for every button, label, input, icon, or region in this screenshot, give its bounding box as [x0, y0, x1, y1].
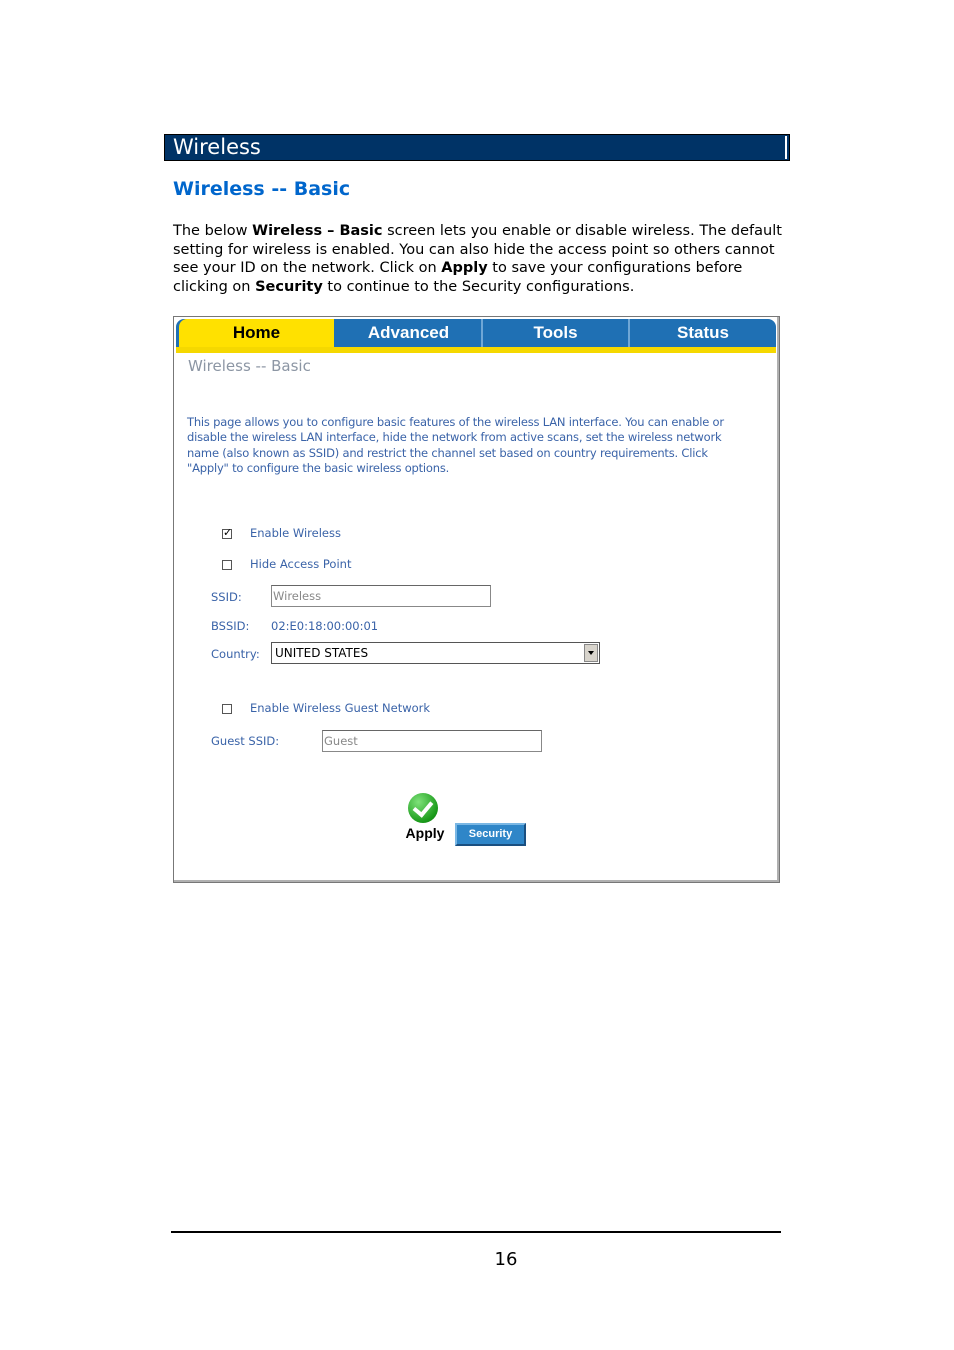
country-select[interactable] [271, 642, 600, 664]
router-page-title: Wireless -- Basic [188, 357, 311, 375]
footer-divider [171, 1231, 781, 1233]
intro-bold-2: Apply [441, 260, 488, 277]
section-title: Wireless [173, 135, 261, 159]
page-number: 16 [494, 1249, 518, 1270]
intro-text-4: to continue to the Security configurations. [322, 279, 635, 296]
tab-underline [176, 347, 776, 353]
guest-network-label: Enable Wireless Guest Network [250, 701, 431, 715]
intro-paragraph [173, 222, 783, 297]
tab-advanced[interactable]: Advanced [336, 319, 483, 347]
guest-ssid-label: Guest SSID: [211, 734, 280, 748]
section-header [164, 134, 790, 161]
intro-text-2: screen lets you enable or disable wireless. The default setting for wireless is enabled. You can also hide the access point so others cannot see your ID on the network. Click on [173, 223, 782, 277]
enable-wireless-label: Enable Wireless [250, 526, 341, 540]
router-screenshot [173, 316, 780, 883]
bssid-label: BSSID: [211, 619, 250, 633]
country-select-value: UNITED STATES [275, 646, 369, 660]
subsection-heading: Wireless -- Basic [173, 178, 351, 200]
intro-bold-1: Wireless – Basic [252, 223, 383, 239]
section-bar-edge [785, 136, 787, 159]
router-page-description: This page allows you to configure basic features of the wireless LAN interface. You can enable or disable the wireless LAN interface, hide the network from active scans, set the wireless network name (also known as SSID) and restrict the channel set based on country requirements. Click "Apply" to configure the basic wireless options. [187, 415, 724, 476]
guest-network-checkbox[interactable] [222, 704, 232, 714]
apply-button[interactable] [404, 793, 446, 845]
ssid-label: SSID: [211, 590, 242, 604]
ssid-input[interactable]: Wireless [271, 585, 491, 607]
enable-wireless-checkbox[interactable] [222, 526, 233, 539]
guest-ssid-input[interactable]: Guest [322, 730, 542, 752]
apply-label: Apply [405, 825, 445, 841]
hide-access-point-checkbox[interactable] [222, 560, 232, 570]
tab-home[interactable]: Home [179, 319, 334, 347]
intro-text-1: The below [173, 223, 253, 239]
chevron-down-icon[interactable] [584, 644, 598, 662]
checkmark-icon: ✓ [223, 526, 233, 539]
tab-tools[interactable]: Tools [483, 319, 630, 347]
bssid-value: 02:E0:18:00:00:01 [271, 619, 379, 633]
country-label: Country: [211, 647, 260, 661]
tab-status[interactable]: Status [677, 323, 729, 342]
intro-text-3: to save your configurations before clicking on [173, 260, 743, 296]
hide-access-point-label: Hide Access Point [250, 557, 352, 571]
router-tab-bar [176, 319, 776, 347]
security-button[interactable]: Security [455, 823, 526, 846]
green-check-icon [408, 793, 438, 823]
intro-bold-3: Security [255, 279, 323, 296]
